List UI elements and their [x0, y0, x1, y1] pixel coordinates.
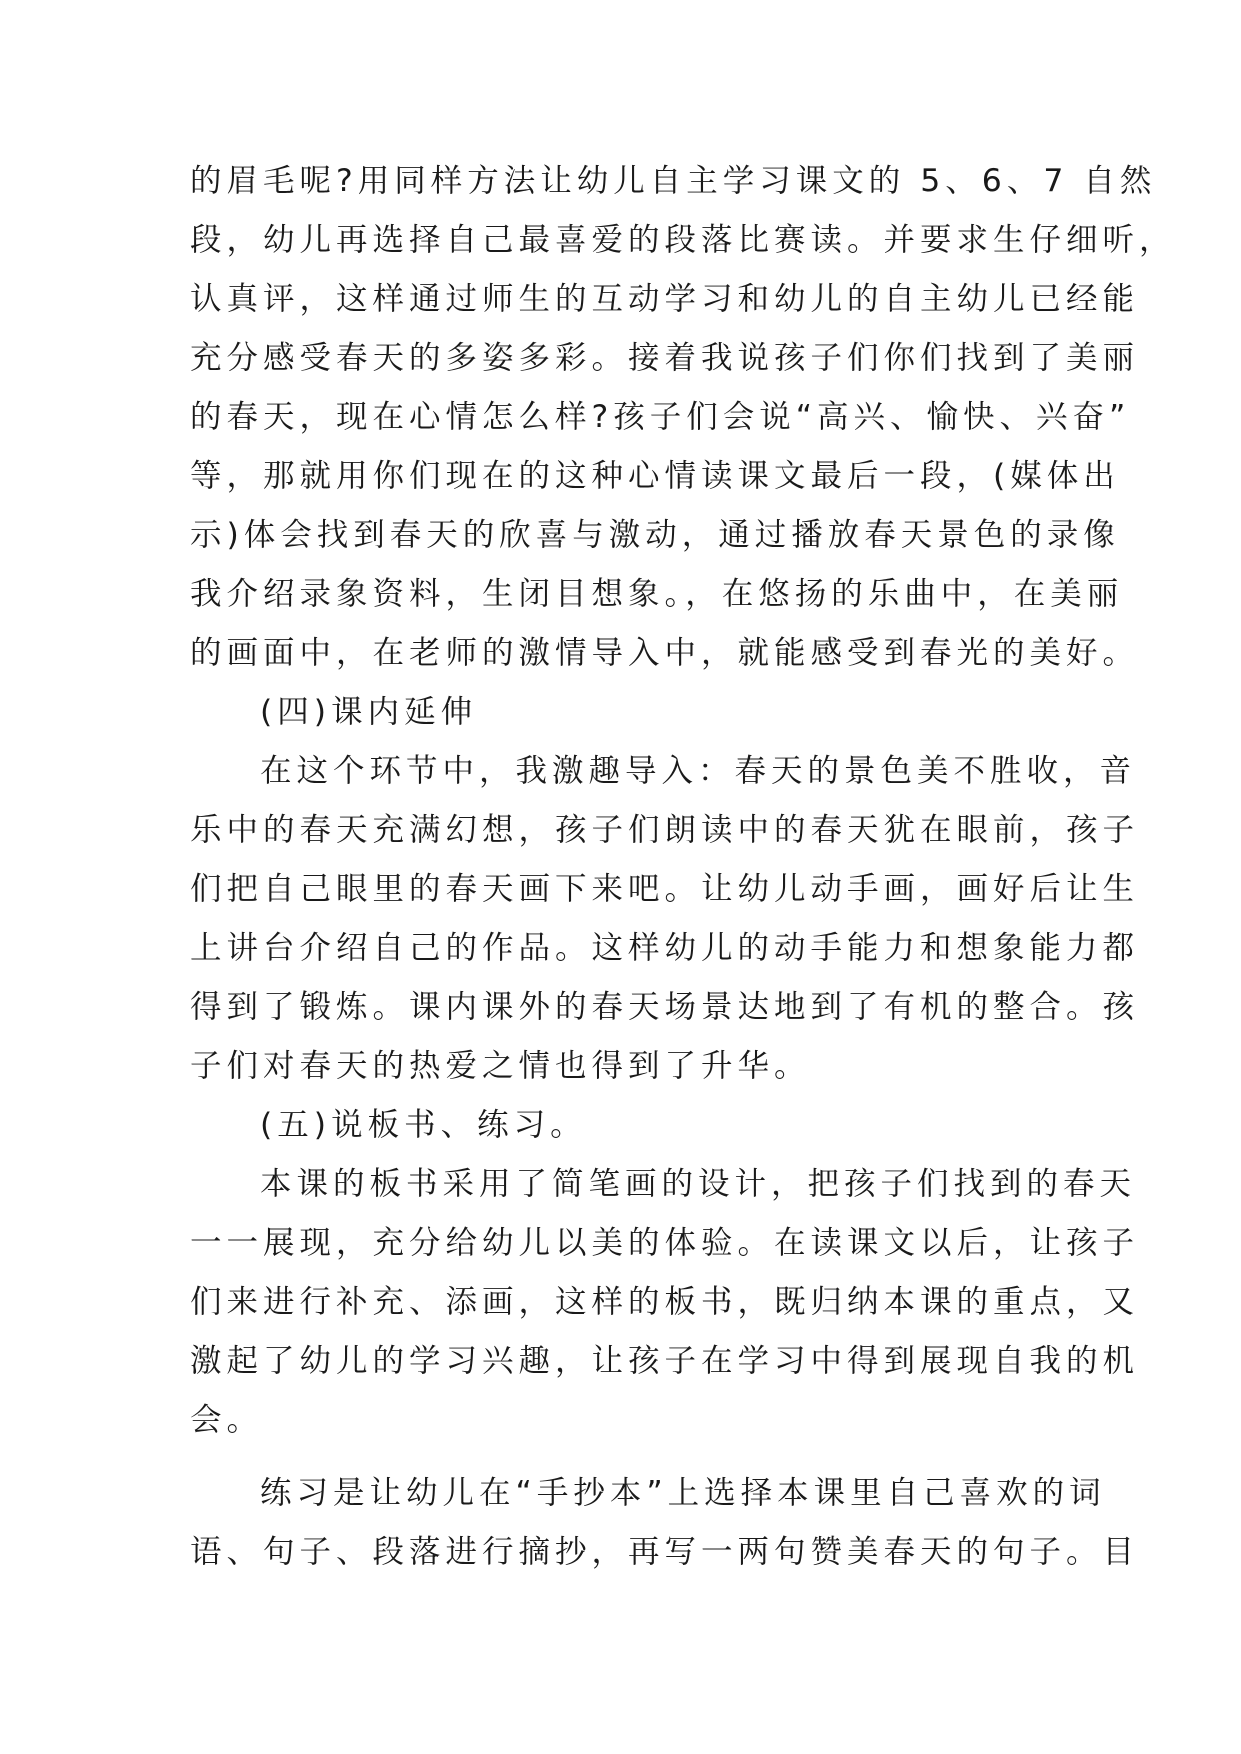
text-line: 的眉毛呢?用同样方法让幼儿自主学习课文的 5、6、7 自然	[190, 163, 1157, 199]
text-line: 我介绍录象资料，生闭目想象。，在悠扬的乐曲中，在美丽	[190, 576, 1124, 612]
text-line: 语、句子、段落进行摘抄，再写一两句赞美春天的句子。目	[190, 1534, 1140, 1570]
text-line: 激起了幼儿的学习兴趣，让孩子在学习中得到展现自我的机	[190, 1343, 1140, 1379]
paragraph-gap	[190, 1450, 1060, 1464]
text-line: 乐中的春天充满幻想，孩子们朗读中的春天犹在眼前，孩子	[190, 812, 1140, 848]
text-line: 们来进行补充、添画，这样的板书，既归纳本课的重点，又	[190, 1284, 1140, 1320]
text-line: 会。	[190, 1402, 264, 1438]
text-line: 段，幼儿再选择自己最喜爱的段落比赛读。并要求生仔细听，	[190, 222, 1176, 258]
body-text	[190, 152, 1176, 1582]
section-heading: (五)说板书、练习。	[260, 1107, 587, 1143]
text-line: 的画面中，在老师的激情导入中，就能感受到春光的美好。	[190, 635, 1140, 671]
paragraph-first-line: 练习是让幼儿在“手抄本”上选择本课里自己喜欢的词	[260, 1475, 1106, 1511]
paragraph-first-line: 本课的板书采用了简笔画的设计，把孩子们找到的春天	[260, 1166, 1137, 1202]
section-heading: (四)课内延伸	[260, 694, 478, 730]
text-line: 充分感受春天的多姿多彩。接着我说孩子们你们找到了美丽	[190, 340, 1140, 376]
paragraph-first-line: 在这个环节中，我激趣导入：春天的景色美不胜收，音	[260, 753, 1137, 789]
text-line: 等，那就用你们现在的这种心情读课文最后一段，(媒体出	[190, 458, 1120, 494]
text-line: 得到了锻炼。课内课外的春天场景达地到了有机的整合。孩	[190, 989, 1140, 1025]
text-line: 的春天，现在心情怎么样?孩子们会说“高兴、愉快、兴奋”	[190, 399, 1131, 435]
text-line: 示)体会找到春天的欣喜与激动，通过播放春天景色的录像	[190, 517, 1120, 553]
text-line: 子们对春天的热爱之情也得到了升华。	[190, 1048, 811, 1084]
text-line: 认真评，这样通过师生的互动学习和幼儿的自主幼儿已经能	[190, 281, 1140, 317]
text-line: 一一展现，充分给幼儿以美的体验。在读课文以后，让孩子	[190, 1225, 1140, 1261]
text-line: 们把自己眼里的春天画下来吧。让幼儿动手画，画好后让生	[190, 871, 1140, 907]
text-line: 上讲台介绍自己的作品。这样幼儿的动手能力和想象能力都	[190, 930, 1140, 966]
